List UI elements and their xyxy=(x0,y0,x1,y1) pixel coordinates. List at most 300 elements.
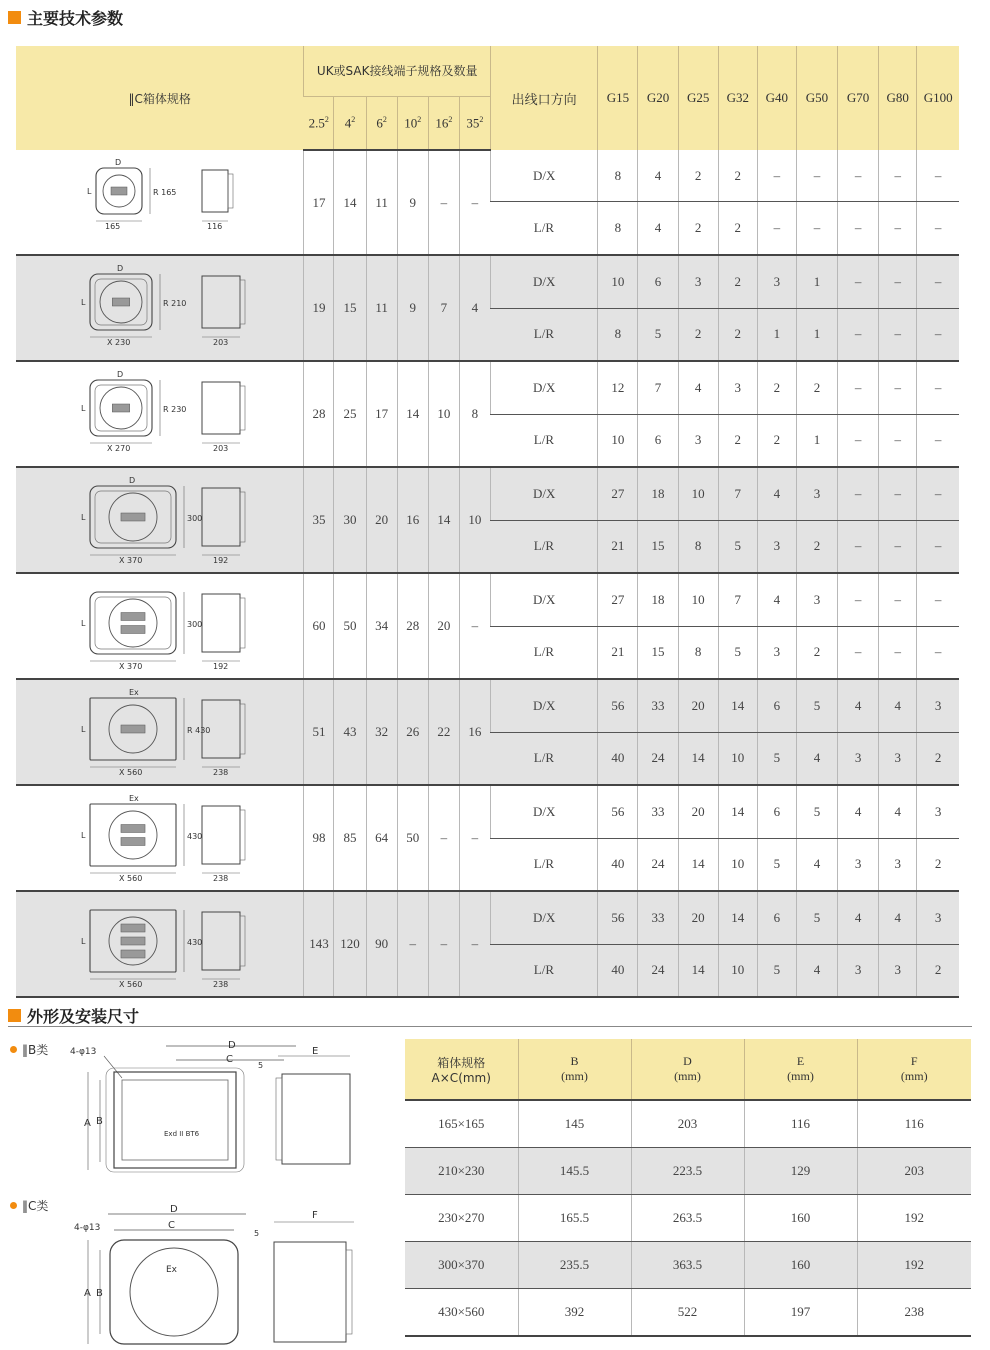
dims-cell-spec: 300×370 xyxy=(405,1242,518,1289)
gland-count: – xyxy=(879,414,917,467)
dims-cell-e: 129 xyxy=(744,1148,857,1195)
gland-count: 5 xyxy=(796,891,837,944)
header-gland: G20 xyxy=(638,46,678,150)
drawing-bottom-dim: X 370 xyxy=(119,662,143,671)
terminal-count: 143 xyxy=(304,891,334,997)
hole-spec-label: 4-φ13 xyxy=(74,1223,101,1233)
header-terminal-size xyxy=(459,96,490,150)
terminal-count: – xyxy=(459,891,490,997)
gland-count: 3 xyxy=(879,732,917,785)
gland-count: – xyxy=(917,467,959,520)
terminal-count: 17 xyxy=(304,150,334,255)
dims-row xyxy=(405,1289,971,1337)
gland-count: 3 xyxy=(718,361,757,414)
terminal-size-exp: 2 xyxy=(417,114,422,124)
outlet-direction: D/X xyxy=(491,679,598,732)
terminal-count: – xyxy=(428,150,459,255)
enclosure-group xyxy=(16,891,959,997)
gland-count: 4 xyxy=(879,785,917,838)
class-b-drawing xyxy=(66,1038,366,1180)
gland-count: 20 xyxy=(678,785,718,838)
dims-cell-f: 192 xyxy=(857,1242,971,1289)
gland-count: 10 xyxy=(718,944,757,997)
terminal-count: 20 xyxy=(428,573,459,679)
dims-cell-spec: 165×165 xyxy=(405,1100,518,1148)
gland-count: 2 xyxy=(757,414,796,467)
gland-count: 2 xyxy=(796,361,837,414)
enclosure-drawing xyxy=(16,362,303,462)
outlet-direction: L/R xyxy=(491,944,598,997)
dims-row xyxy=(405,1195,971,1242)
gland-count: – xyxy=(838,361,879,414)
header-name: D xyxy=(683,1054,692,1068)
gland-count: 27 xyxy=(598,467,638,520)
gland-count: – xyxy=(838,150,879,202)
gland-count: 10 xyxy=(718,838,757,891)
dim-f-label: F xyxy=(312,1210,318,1221)
terminal-count: 50 xyxy=(334,573,366,679)
gland-count: 2 xyxy=(718,150,757,202)
drawing-top-label: Ex xyxy=(129,688,139,697)
outlet-direction: D/X xyxy=(491,891,598,944)
terminal-size-exp: 2 xyxy=(324,114,329,124)
dims-row xyxy=(405,1242,971,1289)
terminal-count: 25 xyxy=(334,361,366,467)
gland-count: – xyxy=(917,255,959,308)
terminal-count: 16 xyxy=(397,467,428,573)
gland-count: – xyxy=(838,255,879,308)
outlet-direction: L/R xyxy=(491,732,598,785)
header-unit: (mm) xyxy=(561,1069,588,1083)
gland-count: 33 xyxy=(638,891,678,944)
header-gland: G80 xyxy=(879,46,917,150)
gland-count: 4 xyxy=(638,150,678,202)
gland-count: 4 xyxy=(879,679,917,732)
enclosure-drawing-cell xyxy=(16,785,304,891)
header-gland: G50 xyxy=(796,46,837,150)
gland-count: 15 xyxy=(638,626,678,679)
terminal-size-base: 16 xyxy=(435,114,449,130)
gland-count: 24 xyxy=(638,838,678,891)
side-view-flange xyxy=(240,598,245,648)
ex-marking-label: Ex xyxy=(166,1265,178,1275)
side-view-outline xyxy=(202,276,240,328)
gland-count: 4 xyxy=(796,732,837,785)
dims-cell-e: 116 xyxy=(744,1100,857,1148)
gland-count: 20 xyxy=(678,891,718,944)
gland-count: 8 xyxy=(598,202,638,255)
section-title-text: 外形及安装尺寸 xyxy=(27,1006,140,1026)
drawing-depth-dim: 192 xyxy=(213,662,229,671)
gland-count: 3 xyxy=(678,255,718,308)
dims-cell-spec: 210×230 xyxy=(405,1148,518,1195)
gland-count: 56 xyxy=(598,785,638,838)
side-view-flange xyxy=(240,916,245,966)
side-view-outline xyxy=(202,806,240,864)
gland-count: 18 xyxy=(638,573,678,626)
terminal-block xyxy=(121,825,145,833)
header-terminal-size xyxy=(397,96,428,150)
drawing-bottom-dim: X 560 xyxy=(119,768,143,777)
enclosure-drawing-cell xyxy=(16,679,304,785)
terminal-size-base: 4 xyxy=(344,114,352,130)
terminal-count: 28 xyxy=(397,573,428,679)
gland-count: 3 xyxy=(917,679,959,732)
section-title-text: 主要技术参数 xyxy=(27,8,124,28)
terminal-block xyxy=(121,725,145,733)
gland-count: 8 xyxy=(598,308,638,361)
header-f xyxy=(857,1039,971,1100)
gland-count: – xyxy=(917,150,959,202)
side-view-flange xyxy=(228,174,233,208)
drawing-bottom-dim: 165 xyxy=(105,222,121,231)
spec-row xyxy=(16,785,959,838)
side-view-flange xyxy=(240,492,245,542)
header-name: E xyxy=(796,1054,805,1068)
gland-count: 27 xyxy=(598,573,638,626)
gland-count: 2 xyxy=(757,361,796,414)
gland-count: 33 xyxy=(638,679,678,732)
terminal-count: 16 xyxy=(459,679,490,785)
header-terminal-spec: UK或SAK接线端子规格及数量 xyxy=(304,46,491,96)
terminal-count: 20 xyxy=(366,467,397,573)
header-spec-line1: 箱体规格 xyxy=(437,1055,486,1070)
gland-count: 8 xyxy=(598,150,638,202)
header-b xyxy=(518,1039,631,1100)
dims-cell-b: 145.5 xyxy=(518,1148,631,1195)
terminal-count: 10 xyxy=(459,467,490,573)
terminal-count: – xyxy=(428,785,459,891)
dim-a-label: A xyxy=(84,1118,91,1129)
gland-count: 5 xyxy=(718,626,757,679)
gland-count: 21 xyxy=(598,520,638,573)
gland-count: – xyxy=(879,308,917,361)
gland-count: 10 xyxy=(598,414,638,467)
cover-circle xyxy=(109,811,157,859)
gland-count: 6 xyxy=(638,414,678,467)
gland-count: 7 xyxy=(638,361,678,414)
header-spec-line2: A×C(mm) xyxy=(431,1070,491,1085)
drawing-top-label: D xyxy=(115,158,122,167)
gland-count: 4 xyxy=(879,891,917,944)
gland-count: – xyxy=(879,202,917,255)
gland-count: 6 xyxy=(638,255,678,308)
dims-cell-b: 235.5 xyxy=(518,1242,631,1289)
gland-count: – xyxy=(917,308,959,361)
header-unit: (mm) xyxy=(787,1069,814,1083)
gland-count: 2 xyxy=(796,520,837,573)
dims-cell-spec: 430×560 xyxy=(405,1289,518,1337)
dims-cell-d: 203 xyxy=(631,1100,744,1148)
enclosure-drawing xyxy=(16,468,303,568)
drawing-depth-dim: 116 xyxy=(207,222,223,231)
header-terminal-size xyxy=(366,96,397,150)
gland-count: 3 xyxy=(796,573,837,626)
enclosure-group xyxy=(16,467,959,573)
front-view-outline xyxy=(90,804,176,866)
section-title-tech-params xyxy=(8,6,123,28)
drawing-top-label: Ex xyxy=(129,794,139,803)
spec-row xyxy=(16,255,959,308)
class-c-drawing xyxy=(66,1200,366,1348)
spec-row xyxy=(16,150,959,202)
gland-count: 8 xyxy=(678,626,718,679)
gland-count: 56 xyxy=(598,679,638,732)
spec-row xyxy=(16,679,959,732)
gland-count: 2 xyxy=(718,255,757,308)
side-view-outline xyxy=(202,170,228,212)
enclosure-group xyxy=(16,573,959,679)
class-b-label xyxy=(10,1041,48,1058)
gland-count: 15 xyxy=(638,520,678,573)
terminal-count: 8 xyxy=(459,361,490,467)
terminal-count: – xyxy=(459,573,490,679)
gland-count: 20 xyxy=(678,679,718,732)
gland-count: 10 xyxy=(718,732,757,785)
header-d xyxy=(631,1039,744,1100)
terminal-count: 32 xyxy=(366,679,397,785)
terminal-count: 85 xyxy=(334,785,366,891)
header-unit: (mm) xyxy=(900,1069,928,1083)
dims-cell-spec: 230×270 xyxy=(405,1195,518,1242)
drawing-side-dim: R 210 xyxy=(163,299,187,308)
gland-count: 3 xyxy=(796,467,837,520)
outlet-direction: L/R xyxy=(491,308,598,361)
gland-count: – xyxy=(917,361,959,414)
gland-count: 2 xyxy=(678,150,718,202)
terminal-count: 26 xyxy=(397,679,428,785)
class-b-text: ‖B类 xyxy=(22,1043,49,1057)
terminal-count: 11 xyxy=(366,150,397,255)
dims-cell-b: 145 xyxy=(518,1100,631,1148)
terminal-count: 9 xyxy=(397,150,428,255)
gland-count: – xyxy=(757,202,796,255)
gland-count: 10 xyxy=(598,255,638,308)
drawing-side-dim: 430 xyxy=(187,938,203,947)
drawing-depth-dim: 203 xyxy=(213,444,229,453)
drawing-side-dim: R 230 xyxy=(163,405,187,414)
gland-count: 4 xyxy=(757,573,796,626)
gland-count: 4 xyxy=(757,467,796,520)
gland-count: 5 xyxy=(638,308,678,361)
outlet-direction: L/R xyxy=(491,838,598,891)
gland-count: 3 xyxy=(917,891,959,944)
header-terminal-size xyxy=(304,96,334,150)
terminal-block xyxy=(113,404,130,412)
class-c-label xyxy=(10,1197,48,1214)
dims-row xyxy=(405,1100,971,1148)
gland-count: – xyxy=(838,520,879,573)
gland-count: – xyxy=(917,573,959,626)
spec-row xyxy=(16,573,959,626)
outlet-direction: D/X xyxy=(491,150,598,202)
terminal-count: 34 xyxy=(366,573,397,679)
gland-count: 4 xyxy=(638,202,678,255)
gland-count: 2 xyxy=(796,626,837,679)
gland-count: – xyxy=(917,520,959,573)
drawing-side-dim: R 165 xyxy=(153,188,177,197)
dims-cell-f: 238 xyxy=(857,1289,971,1337)
terminal-count: – xyxy=(459,785,490,891)
terminal-count: 60 xyxy=(304,573,334,679)
dim-d-label: D xyxy=(170,1204,178,1215)
gland-count: – xyxy=(879,573,917,626)
spec-row xyxy=(16,891,959,944)
front-view-outline xyxy=(90,592,176,654)
gland-count: 1 xyxy=(796,414,837,467)
terminal-size-base: 2.5 xyxy=(308,114,325,130)
side-view-outline xyxy=(202,488,240,546)
gland-count: 7 xyxy=(718,573,757,626)
terminal-count: 14 xyxy=(397,361,428,467)
gland-count: – xyxy=(796,150,837,202)
drawing-bottom-dim: X 270 xyxy=(107,444,131,453)
terminal-count: 98 xyxy=(304,785,334,891)
terminal-count: 28 xyxy=(304,361,334,467)
drawing-side-dim: 300 xyxy=(187,514,203,523)
side-view-outline xyxy=(202,382,240,434)
gland-count: 2 xyxy=(718,202,757,255)
drawing-bottom-dim: X 560 xyxy=(119,874,143,883)
drawing-left-label: L xyxy=(81,725,86,734)
enclosure-drawing xyxy=(16,256,303,356)
side-view-flange xyxy=(240,280,245,324)
gland-count: 2 xyxy=(917,838,959,891)
dim-e-label: E xyxy=(312,1046,319,1057)
enclosure-drawing xyxy=(16,892,303,992)
orange-square-icon xyxy=(8,11,21,24)
side-view-flange xyxy=(240,386,245,430)
orange-square-icon xyxy=(8,1009,21,1022)
drawing-left-label: L xyxy=(81,404,86,413)
dim-5-label: 5 xyxy=(254,1229,260,1238)
terminal-count: 15 xyxy=(334,255,366,361)
drawing-bottom-dim: X 370 xyxy=(119,556,143,565)
terminal-count: – xyxy=(459,150,490,255)
gland-count: 3 xyxy=(917,785,959,838)
hole-spec-label: 4-φ13 xyxy=(70,1047,97,1057)
gland-count: – xyxy=(838,308,879,361)
gland-count: 4 xyxy=(678,361,718,414)
section-title-dimensions xyxy=(8,1004,139,1026)
gland-count: 2 xyxy=(678,308,718,361)
gland-count: 10 xyxy=(678,467,718,520)
gland-count: 6 xyxy=(757,679,796,732)
header-box-spec: ‖C箱体规格 xyxy=(16,46,304,150)
dims-cell-f: 116 xyxy=(857,1100,971,1148)
terminal-count: 14 xyxy=(428,467,459,573)
enclosure-drawing-cell xyxy=(16,891,304,997)
spec-row xyxy=(16,467,959,520)
gland-count: 5 xyxy=(796,785,837,838)
terminal-block xyxy=(121,924,145,932)
dims-cell-b: 165.5 xyxy=(518,1195,631,1242)
terminal-block xyxy=(111,187,127,195)
terminal-block xyxy=(121,937,145,945)
terminal-count: 19 xyxy=(304,255,334,361)
drawing-top-label: D xyxy=(129,476,136,485)
gland-count: 14 xyxy=(718,679,757,732)
terminal-size-exp: 2 xyxy=(382,114,387,124)
gland-count: 7 xyxy=(718,467,757,520)
outlet-direction: D/X xyxy=(491,255,598,308)
terminal-size-base: 10 xyxy=(404,114,418,130)
terminal-count: 64 xyxy=(366,785,397,891)
tech-spec-table xyxy=(16,46,959,998)
gland-count: 40 xyxy=(598,732,638,785)
gland-count: – xyxy=(879,255,917,308)
dimensions-table xyxy=(405,1039,971,1337)
drawing-side-dim: R 430 xyxy=(187,726,211,735)
terminal-block xyxy=(121,613,145,621)
side-view-flange xyxy=(240,810,245,860)
header-spec xyxy=(405,1039,518,1100)
gland-count: 6 xyxy=(757,891,796,944)
drawing-top-label: D xyxy=(117,370,124,379)
gland-count: 21 xyxy=(598,626,638,679)
drawing-depth-dim: 192 xyxy=(213,556,229,565)
header-e xyxy=(744,1039,857,1100)
drawing-left-label: L xyxy=(81,619,86,628)
drawing-bottom-dim: X 560 xyxy=(119,980,143,989)
gland-count: 5 xyxy=(757,944,796,997)
enclosure-group xyxy=(16,785,959,891)
gland-count: 14 xyxy=(678,838,718,891)
gland-count: 2 xyxy=(678,202,718,255)
gland-count: 4 xyxy=(796,944,837,997)
cover-circle xyxy=(109,599,157,647)
enclosure-drawing-cell xyxy=(16,467,304,573)
class-c-text: ‖C类 xyxy=(22,1199,49,1213)
header-gland: G32 xyxy=(718,46,757,150)
terminal-block xyxy=(121,838,145,846)
outlet-direction: D/X xyxy=(491,573,598,626)
dim-5-label: 5 xyxy=(258,1061,264,1070)
orange-dot-icon xyxy=(10,1046,17,1053)
header-gland: G40 xyxy=(757,46,796,150)
dim-b-label: B xyxy=(96,1116,103,1127)
gland-count: 33 xyxy=(638,785,678,838)
dims-cell-d: 522 xyxy=(631,1289,744,1337)
terminal-size-base: 6 xyxy=(376,114,383,130)
gland-count: 14 xyxy=(678,944,718,997)
drawing-left-label: L xyxy=(81,937,86,946)
dim-c-label: C xyxy=(226,1054,233,1065)
terminal-block xyxy=(113,298,130,306)
drawing-depth-dim: 238 xyxy=(213,980,229,989)
header-name: B xyxy=(570,1054,579,1068)
side-view-outline xyxy=(202,912,240,970)
gland-count: 12 xyxy=(598,361,638,414)
dims-cell-d: 223.5 xyxy=(631,1148,744,1195)
header-gland: G15 xyxy=(598,46,638,150)
outlet-direction: L/R xyxy=(491,626,598,679)
gland-count: 2 xyxy=(718,308,757,361)
header-gland: G100 xyxy=(917,46,959,150)
outlet-direction: D/X xyxy=(491,467,598,520)
header-terminal-size xyxy=(428,96,459,150)
gland-count: 3 xyxy=(757,520,796,573)
gland-count: – xyxy=(838,626,879,679)
gland-count: 8 xyxy=(678,520,718,573)
gland-count: 14 xyxy=(678,732,718,785)
header-name: F xyxy=(910,1054,918,1068)
drawing-side-dim: 430 xyxy=(187,832,203,841)
side-view-flange xyxy=(240,704,245,754)
enclosure-drawing-cell xyxy=(16,361,304,467)
drawing-left-label: L xyxy=(81,513,86,522)
gland-count: – xyxy=(917,626,959,679)
